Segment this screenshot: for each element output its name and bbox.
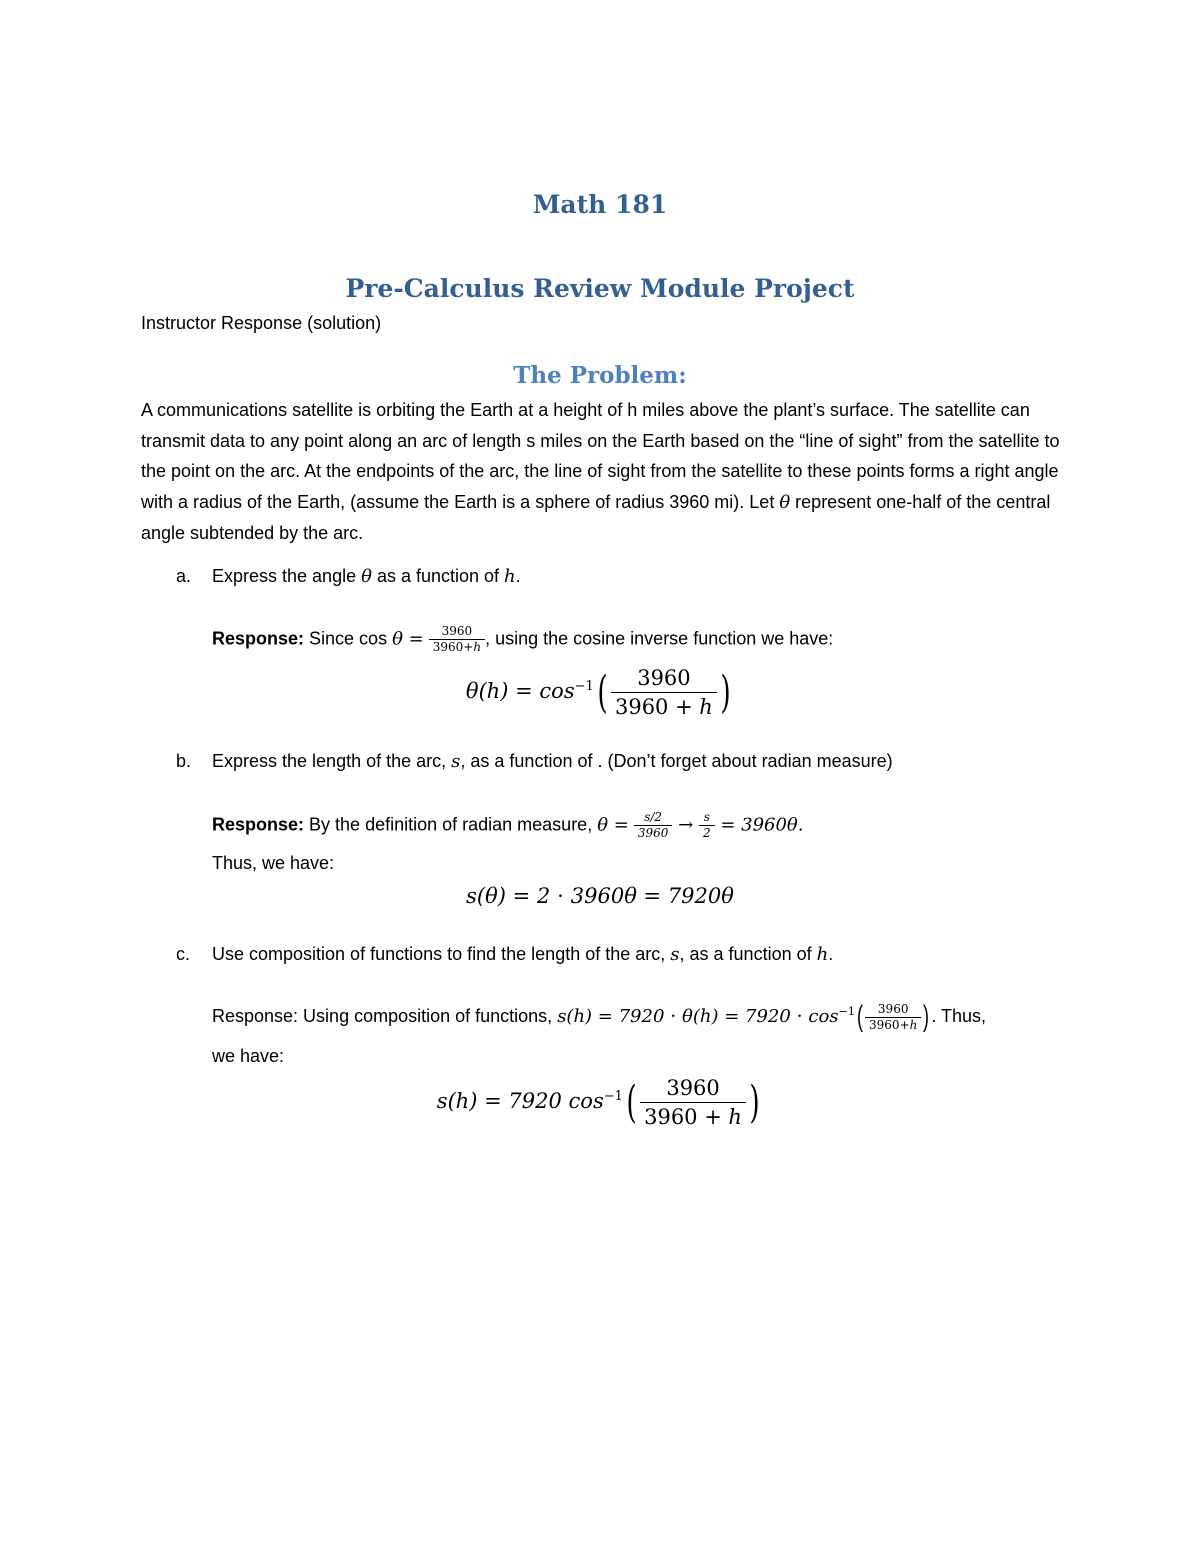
part-b-label: b. — [176, 751, 192, 771]
part-a-response — [212, 624, 833, 655]
formula-exponent: −1 — [838, 1004, 856, 1018]
theta-formula — [0, 664, 1200, 721]
formula-fraction — [640, 1074, 746, 1131]
part-a-question-text: . — [515, 566, 521, 586]
fraction-numerator: s — [699, 810, 715, 826]
part-b-question — [212, 751, 893, 772]
response-text: . Thus, — [931, 1005, 987, 1026]
left-paren: ( — [597, 667, 608, 718]
fraction-denominator: 2 — [702, 826, 711, 840]
response-math: = 3960θ. — [714, 814, 804, 836]
arrow-symbol: → — [672, 814, 699, 836]
thus-text: Thus, we have: — [212, 853, 335, 873]
part-c-response — [212, 1000, 986, 1034]
project-title: Pre-Calculus Review Module Project — [345, 274, 855, 303]
radian-fraction — [634, 810, 673, 841]
response-label: Response: — [212, 628, 305, 649]
half-arc-fraction — [699, 810, 715, 841]
part-b-response — [212, 810, 804, 841]
right-paren: ) — [923, 1000, 930, 1033]
part-a-question-text: Express the angle — [212, 566, 362, 586]
formula-exponent: −1 — [603, 1089, 623, 1104]
fraction-denominator: 3960 + ℎ — [614, 695, 713, 719]
part-c-label: c. — [176, 944, 191, 964]
fraction-numerator: 3960 — [429, 624, 485, 640]
left-paren: ( — [626, 1077, 637, 1128]
fraction-numerator: s/2 — [634, 810, 673, 826]
course-title: Math 181 — [532, 190, 668, 219]
theta-symbol: θ — [779, 491, 791, 513]
formula-fraction — [611, 664, 717, 721]
fraction-numerator: 3960 — [611, 664, 717, 693]
part-a-label: a. — [176, 566, 192, 586]
part-c-question-text: . — [828, 944, 834, 964]
cos-fraction — [429, 624, 485, 655]
composition-fraction — [865, 1002, 921, 1033]
part-b-question-text: , as a function of . (Don’t forget about radian measure) — [460, 751, 893, 771]
h-variable: h — [816, 944, 829, 965]
part-c-question — [212, 944, 833, 965]
theta-symbol: θ — [597, 814, 609, 836]
problem-text-1: A communications satellite is orbiting the Earth at a height of h miles above the plant’s surface. The satellite can transmit data to any point along an arc of length s miles on the Earth based on the “line of sight” from the satellite to the point on the arc. At the endpoints of the arc, the line of sight from the satellite to these points forms a right angle with a radius of the Earth, (assume the Earth is a sphere of radius 3960 mi). Let — [141, 400, 1060, 512]
arc-length-formula: s(θ) = 2 ⋅ 3960θ = 7920θ — [466, 884, 734, 908]
part-c-question-text: Use composition of functions to find the length of the arc, — [212, 944, 671, 964]
equals-sign: = — [402, 628, 424, 650]
left-paren: ( — [857, 1000, 864, 1033]
problem-heading: The Problem: — [513, 362, 687, 389]
s-variable: s — [451, 751, 461, 772]
fraction-denominator: 3960+ℎ — [432, 640, 482, 654]
response-text: By the definition of radian measure, — [304, 814, 598, 835]
part-a-question — [212, 566, 521, 587]
right-paren: ) — [749, 1077, 760, 1128]
response-label: Response: — [212, 814, 305, 835]
right-paren: ) — [720, 667, 731, 718]
theta-symbol: θ — [361, 566, 372, 587]
document-subtitle: Instructor Response (solution) — [141, 313, 382, 333]
problem-statement — [141, 395, 1061, 549]
formula-exponent: −1 — [574, 679, 594, 694]
response-text: Since cos — [304, 628, 393, 649]
fraction-denominator: 3960+ℎ — [869, 1017, 918, 1032]
part-b-question-text: Express the length of the arc, — [212, 751, 452, 771]
formula-lhs: θ(ℎ) = cos — [465, 679, 575, 703]
equals-sign: = — [608, 814, 629, 836]
fraction-numerator: 3960 — [865, 1002, 921, 1018]
fraction-denominator: 3960 — [637, 826, 669, 840]
part-a-question-text: as a function of — [371, 566, 505, 586]
part-c-question-text: , as a function of — [679, 944, 817, 964]
formula-lhs: s(ℎ) = 7920 cos — [436, 1089, 604, 1113]
h-variable: h — [504, 566, 516, 587]
we-have-text: we have: — [212, 1046, 285, 1066]
s-variable: s — [670, 944, 680, 965]
response-math: s(ℎ) = 7920 ⋅ θ(ℎ) = 7920 ⋅ cos — [557, 1005, 839, 1027]
problem-text-2: represent one-half of the central angle subtended by the arc. — [141, 491, 1051, 543]
response-text: Response: Using composition of functions, — [212, 1005, 558, 1026]
theta-symbol: θ — [392, 628, 403, 650]
fraction-denominator: 3960 + ℎ — [644, 1105, 743, 1129]
final-formula — [0, 1074, 1200, 1131]
response-text: , using the cosine inverse function we have: — [485, 628, 834, 649]
fraction-numerator: 3960 — [640, 1074, 746, 1103]
